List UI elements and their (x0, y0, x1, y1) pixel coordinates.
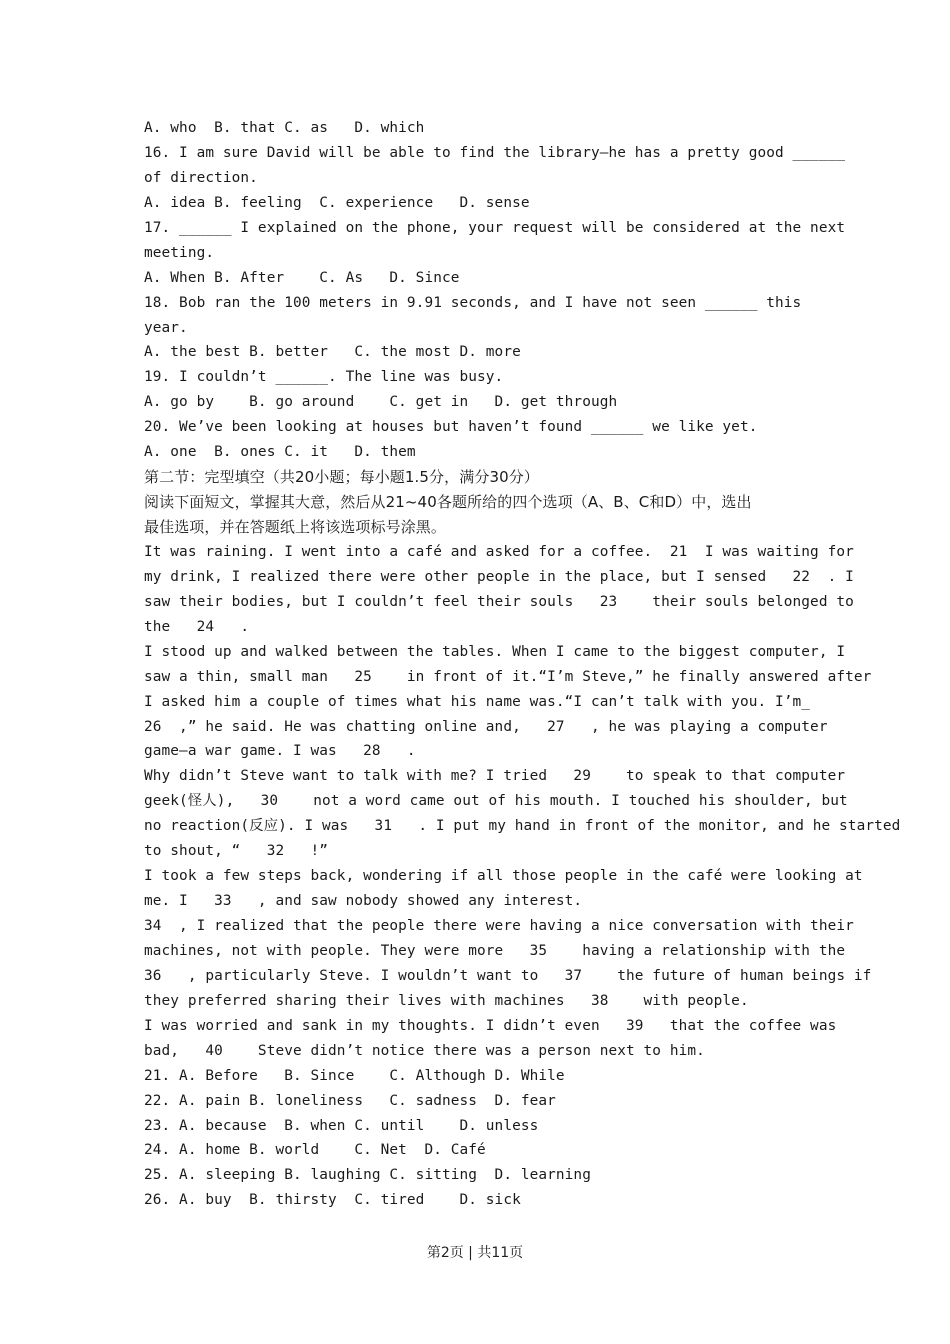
passage-line: machines, not with people. They were more 35 having a relationship with the (144, 942, 846, 959)
passage-line: no reaction(反应). I was 31 . I put my hand in front of the monitor, and he started (144, 818, 901, 835)
option-line: 22. A. pain B. loneliness C. sadness D. fear (144, 1092, 556, 1109)
text-line: A. When B. After C. As D. Since (144, 269, 460, 286)
text-line: 19. I couldn’t ______. The line was busy. (144, 369, 504, 386)
passage-line: I took a few steps back, wondering if all those people in the café were looking at (144, 868, 863, 885)
passage-line: 26 ,” he said. He was chatting online and, 27 , he was playing a computer (144, 718, 828, 735)
text-line: meeting. (144, 244, 215, 261)
option-line: 25. A. sleeping B. laughing C. sitting D. learning (144, 1167, 591, 1184)
passage-line: I asked him a couple of times what his name was.“I can’t talk with you. I’m_ (144, 693, 811, 710)
text-line: A. go by B. go around C. get in D. get through (144, 394, 618, 411)
passage-line: saw a thin, small man 25 in front of it.“I’m Steve,” he finally answered after (144, 668, 872, 685)
page-footer: 第2页 | 共11页 (426, 1245, 524, 1261)
instruction-line: 阅读下面短文，掌握其大意，然后从21~40各题所给的四个选项（A、B、C和D）中，选出 (144, 493, 752, 512)
text-line: A. one B. ones C. it D. them (144, 444, 416, 461)
passage-line: 36 , particularly Steve. I wouldn’t want to 37 the future of human beings if (144, 967, 872, 984)
passage-line: me. I 33 , and saw nobody showed any interest. (144, 893, 583, 910)
text-line: 20. We’ve been looking at houses but haven’t found ______ we like yet. (144, 419, 758, 436)
option-line: 26. A. buy B. thirsty C. tired D. sick (144, 1192, 521, 1209)
passage-line: 34 , I realized that the people there were having a nice conversation with their (144, 918, 854, 934)
instruction-line: 最佳选项，并在答题纸上将该选项标号涂黑。 (144, 518, 447, 536)
passage-line: they preferred sharing their lives with machines 38 with people. (144, 992, 749, 1009)
option-line: 21. A. Before B. Since C. Although D. While (144, 1067, 565, 1084)
passage-line: I was worried and sank in my thoughts. I didn’t even 39 that the coffee was (144, 1017, 837, 1034)
passage-line: geek(怪人), 30 not a word came out of his mouth. I touched his shoulder, but (144, 793, 848, 810)
section-heading: 第二节：完型填空（共20小题；每小题1.5分，满分30分） (144, 468, 539, 487)
text-line: A. idea B. feeling C. experience D. sense (144, 194, 530, 211)
passage-line: It was raining. I went into a café and asked for a coffee. 21 I was waiting for (144, 543, 854, 560)
text-line: 18. Bob ran the 100 meters in 9.91 seconds, and I have not seen ______ this (144, 294, 802, 311)
text-line: 16. I am sure David will be able to find the library—he has a pretty good ______ (144, 144, 846, 161)
text-line: year. (144, 319, 188, 336)
passage-line: game—a war game. I was 28 . (144, 743, 416, 760)
document-body (144, 116, 901, 1213)
passage-line: I stood up and walked between the tables. When I came to the biggest computer, I (144, 643, 846, 660)
text-line: 17. ______ I explained on the phone, your request will be considered at the next (144, 219, 846, 236)
passage-line: saw their bodies, but I couldn’t feel their souls 23 their souls belonged to (144, 593, 854, 610)
passage-line: bad, 40 Steve didn’t notice there was a person next to him. (144, 1042, 705, 1059)
passage-line: to shout, “ 32 !” (144, 843, 329, 860)
option-line: 24. A. home B. world C. Net D. Café (144, 1142, 486, 1159)
text-line: A. who B. that C. as D. which (144, 120, 425, 136)
passage-line: the 24 . (144, 618, 250, 635)
passage-line: Why didn’t Steve want to talk with me? I tried 29 to speak to that computer (144, 768, 846, 785)
passage-line: my drink, I realized there were other people in the place, but I sensed 22 . I (144, 568, 854, 585)
option-line: 23. A. because B. when C. until D. unless (144, 1117, 539, 1134)
text-line: of direction. (144, 169, 258, 186)
text-line: A. the best B. better C. the most D. more (144, 344, 521, 361)
